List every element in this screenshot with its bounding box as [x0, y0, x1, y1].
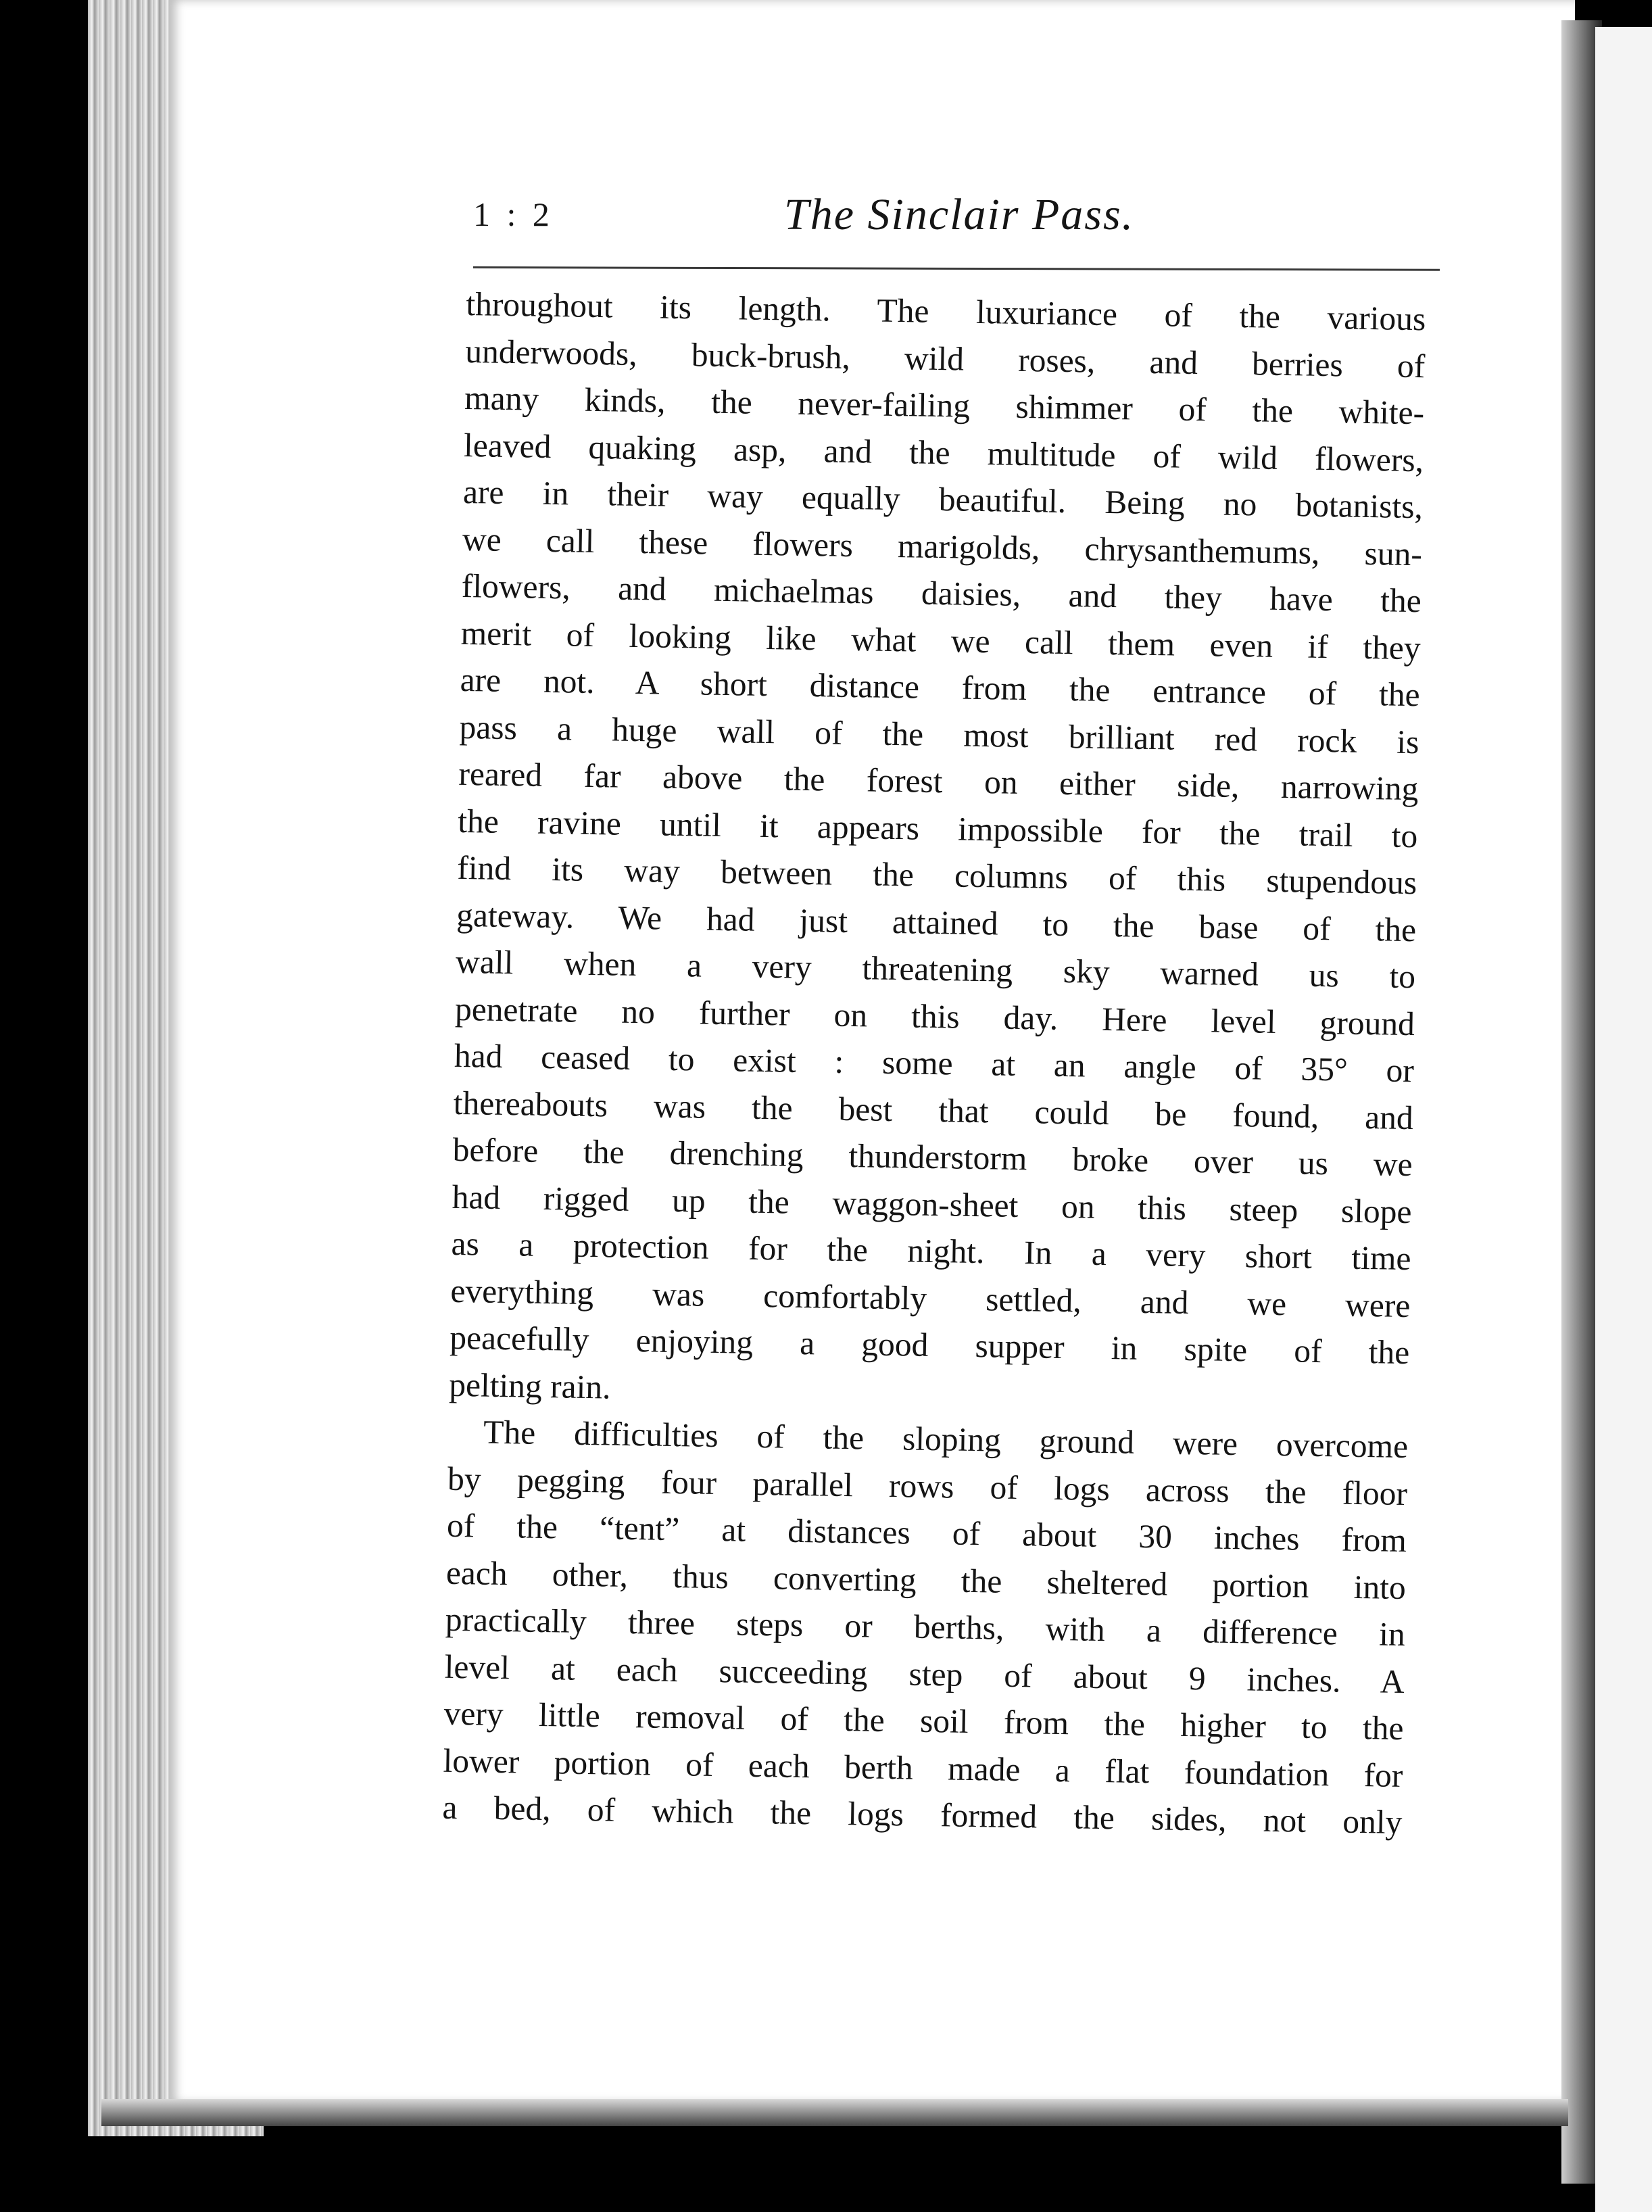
text-line: practically three steps or berths, with a difference in	[445, 1600, 1406, 1654]
text-line: throughout its length. The luxuriance of the various	[466, 285, 1426, 338]
text-line: pelting rain.	[448, 1366, 611, 1406]
text-line: a bed, of which the logs formed the sides, not only	[442, 1788, 1403, 1842]
text-line: had rigged up the waggon-sheet on this steep slope	[452, 1178, 1412, 1230]
text-line: underwoods, buck-brush, wild roses, and berries of	[464, 332, 1426, 385]
text-line: level at each succeeding step of about 9 inches. A	[444, 1648, 1405, 1700]
text-line: lower portion of each berth made a flat foundation for	[443, 1741, 1403, 1794]
text-line: the ravine until it appears impossible for the trail to	[458, 802, 1418, 855]
text-line: find its way between the columns of this stupendous	[456, 848, 1417, 902]
text-line: of the “tent” at distances of about 30 inches from	[446, 1506, 1407, 1560]
body-text	[442, 281, 1426, 1846]
text-line: many kinds, the never-failing shimmer of the white-	[464, 379, 1425, 432]
text-line: leaved quaking asp, and the multitude of wild flowers,	[463, 426, 1424, 479]
running-header	[473, 189, 1447, 264]
text-line: pass a huge wall of the most brilliant red rock is	[459, 708, 1419, 761]
text-line: flowers, and michaelmas daisies, and they have the	[461, 567, 1422, 620]
text-line: gateway. We had just attained to the base of the	[456, 896, 1417, 948]
running-title: The Sinclair Pass.	[784, 190, 1135, 239]
text-line: everything was comfortably settled, and we were	[450, 1272, 1411, 1324]
text-line: penetrate no further on this day. Here level ground	[454, 990, 1415, 1042]
text-line: The difficulties of the sloping ground were overcome	[483, 1413, 1409, 1466]
text-line: are in their way equally beautiful. Being no botanists,	[462, 473, 1424, 526]
text-line: thereabouts was the best that could be found, and	[453, 1084, 1414, 1136]
text-line: we call these flowers marigolds, chrysanthemums, sun-	[462, 520, 1423, 573]
page-number: 1 : 2	[473, 195, 554, 233]
text-line: by pegging four parallel rows of logs across the floor	[447, 1460, 1408, 1512]
page-bottom-edge	[101, 2099, 1568, 2126]
text-line: reared far above the forest on either side, narrowing	[458, 754, 1419, 808]
text-line: each other, thus converting the sheltered portion into	[445, 1554, 1407, 1606]
text-line: wall when a very threatening sky warned us to	[455, 942, 1416, 996]
text-line: are not. A short distance from the entrance of the	[460, 660, 1420, 714]
text-line: as a protection for the night. In a very short time	[451, 1224, 1411, 1278]
text-line: merit of looking like what we call them even if they	[460, 614, 1422, 667]
text-line: very little removal of the soil from the higher to the	[443, 1694, 1404, 1748]
text-line: had ceased to exist : some at an angle of 35° or	[454, 1036, 1415, 1090]
text-line: before the drenching thunderstorm broke over us we	[452, 1130, 1413, 1184]
text-line: peacefully enjoying a good supper in spite of the	[450, 1318, 1410, 1372]
facing-page-edge	[1595, 27, 1652, 2212]
